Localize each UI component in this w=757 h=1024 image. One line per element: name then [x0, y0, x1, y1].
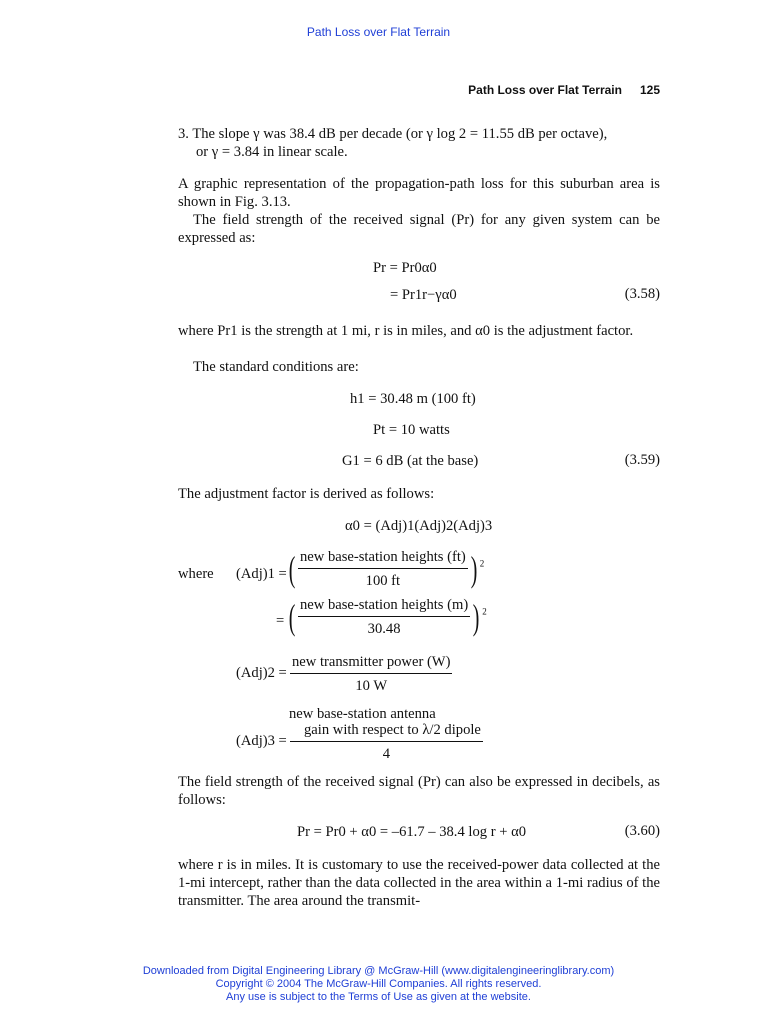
adj3-numerator-line1: new base-station antenna: [289, 706, 436, 722]
eq-3-58-line2: = Pr1r−γα0: [390, 287, 457, 303]
adj1b-fraction: ( $\frac{\text{new base-station heights (m)}}{30.48}$ ) $^2$: [288, 597, 487, 637]
eq-3-59-number: (3.59): [624, 452, 660, 468]
adj3-fraction: [290, 721, 483, 763]
list-item-3-line1: 3. The slope γ was 38.4 dB per decade (or γ log 2 = 11.55 dB per octave),: [178, 126, 608, 142]
adj1-fraction: ( $\frac{\text{new base-station heights (ft)}}{100 ft}$ ) $^2$: [288, 549, 485, 589]
paragraph-where-r-miles: where r is in miles. It is customary to use the received-power data collected at the 1-mi intercept, rather than the data collected in the area within a 1-mi radius of the transmitter. The area around the transmit-: [178, 857, 660, 909]
footer-download-link[interactable]: Downloaded from Digital Engineering Library @ McGraw-Hill (www.digitalengineeringlibrary.com): [142, 965, 615, 977]
where-label: where: [178, 566, 214, 582]
paragraph-adjustment-factor: The adjustment factor is derived as follows:: [178, 486, 435, 502]
adj2-label: (Adj)2 =: [236, 665, 287, 681]
footer-terms[interactable]: Any use is subject to the Terms of Use as given at the website.: [226, 991, 531, 1003]
adj3-numerator-line2: gain with respect to λ/2 dipole: [290, 721, 483, 742]
eq-3-58-number: (3.58): [624, 286, 660, 302]
adj1-label: (Adj)1 =: [236, 566, 287, 582]
footer-notice: [0, 965, 757, 1004]
paragraph-graphic-representation: A graphic representation of the propagation-path loss for this suburban area is shown in Fig. 3.13.: [178, 176, 660, 210]
paragraph-where-pr1: where Pr1 is the strength at 1 mi, r is in miles, and α0 is the adjustment factor.: [178, 323, 634, 339]
adj1-denominator: 100 ft: [365, 573, 401, 589]
alpha-equation: α0 = (Adj)1(Adj)2(Adj)3: [345, 518, 493, 534]
eq-3-60: Pr = Pr0 + α0 = –61.7 – 38.4 log r + α0: [297, 824, 527, 840]
eq-3-58-line1: Pr = Pr0α0: [373, 260, 437, 276]
top-chapter-link[interactable]: Path Loss over Flat Terrain: [306, 25, 451, 39]
adj1b-numerator: new base-station heights (m): [298, 596, 470, 617]
running-head-title: Path Loss over Flat Terrain: [468, 83, 622, 97]
adj3-denominator: 4: [382, 746, 391, 762]
std-h1: h1 = 30.48 m (100 ft): [350, 391, 476, 407]
adj1-numerator: new base-station heights (ft): [298, 548, 468, 569]
adj2-fraction: [290, 653, 452, 695]
list-item-3: [178, 125, 660, 161]
adj3-label: (Adj)3 =: [236, 733, 287, 749]
running-head: [178, 83, 660, 97]
adj2-numerator: new transmitter power (W): [290, 653, 452, 674]
footer-copyright: Copyright © 2004 The McGraw-Hill Companies. All rights reserved.: [215, 978, 542, 990]
list-item-3-line2: or γ = 3.84 in linear scale.: [196, 144, 348, 160]
paragraph-standard-conditions: The standard conditions are:: [193, 359, 359, 375]
paragraph-decibels: The field strength of the received signal (Pr) can also be expressed in decibels, as follows:: [178, 774, 660, 808]
adj2-denominator: 10 W: [355, 678, 388, 694]
eq-3-60-number: (3.60): [624, 823, 660, 839]
std-pt: Pt = 10 watts: [373, 422, 450, 438]
std-g1: G1 = 6 dB (at the base): [342, 453, 479, 469]
adj1b-denominator: 30.48: [367, 621, 401, 637]
page-number: 125: [639, 83, 660, 97]
paragraph-field-strength: The field strength of the received signal (Pr) for any given system can be expressed as:: [178, 212, 660, 246]
